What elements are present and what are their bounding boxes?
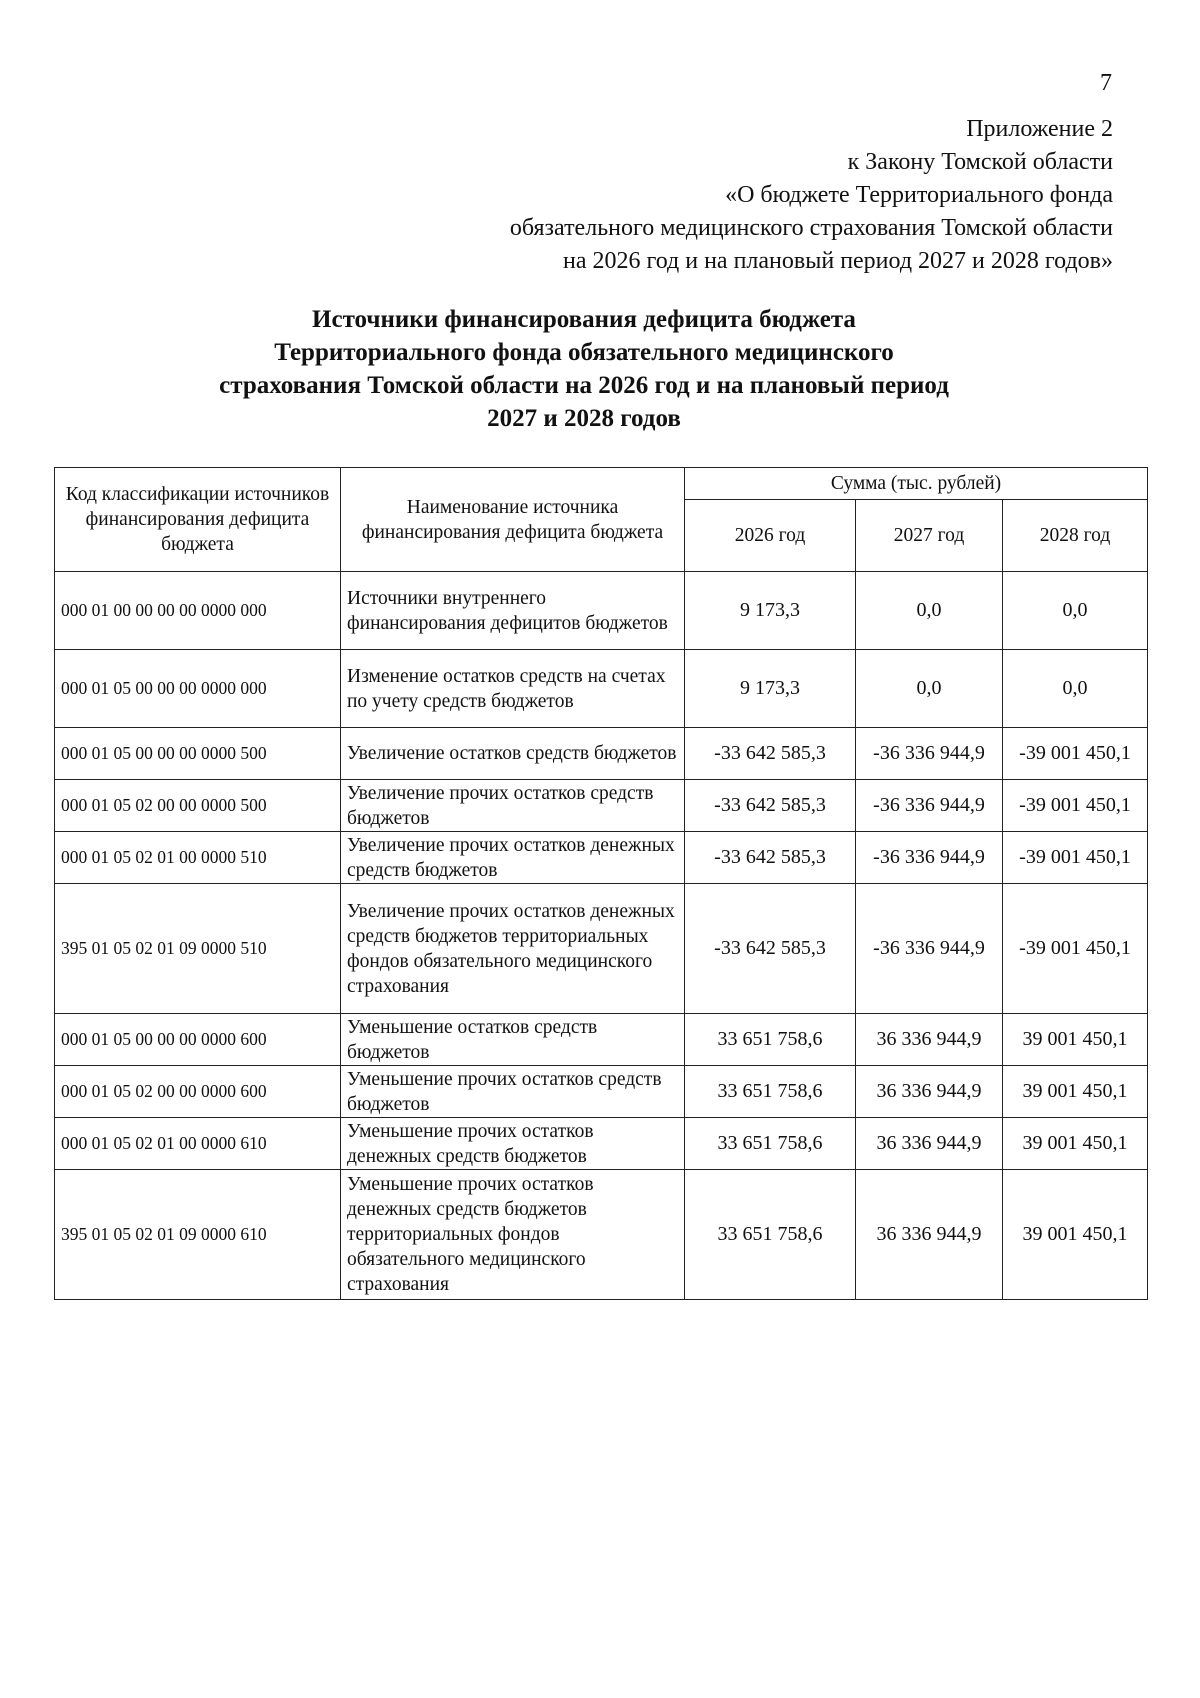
- table-row: [55, 1170, 1148, 1300]
- row-name: Уменьшение остатков средств бюджетов: [341, 1014, 685, 1066]
- table-row: [55, 1066, 1148, 1118]
- table-row: [55, 1014, 1148, 1066]
- row-value-2028: 39 001 450,1: [1003, 1118, 1148, 1170]
- appendix-line: к Закону Томской области: [847, 149, 1113, 175]
- row-name: Изменение остатков средств на счетах по учету средств бюджетов: [341, 650, 685, 728]
- row-code: 000 01 05 02 00 00 0000 500: [55, 780, 341, 832]
- row-code: 000 01 05 02 00 00 0000 600: [55, 1066, 341, 1118]
- row-code: 000 01 05 00 00 00 0000 500: [55, 728, 341, 780]
- row-name: Увеличение прочих остатков денежных средств бюджетов территориальных фондов обязательного медицинского страхования: [341, 884, 685, 1014]
- title-line: 2027 и 2028 годов: [487, 405, 681, 432]
- row-code: 000 01 05 02 01 00 0000 510: [55, 832, 341, 884]
- row-value-2026: -33 642 585,3: [685, 884, 856, 1014]
- row-code: 000 01 00 00 00 00 0000 000: [55, 572, 341, 650]
- header-year-2027: 2027 год: [856, 500, 1003, 572]
- table-row: [55, 572, 1148, 650]
- row-name: Уменьшение прочих остатков денежных средств бюджетов: [341, 1118, 685, 1170]
- row-value-2028: -39 001 450,1: [1003, 780, 1148, 832]
- row-value-2027: -36 336 944,9: [856, 884, 1003, 1014]
- row-code: 000 01 05 00 00 00 0000 600: [55, 1014, 341, 1066]
- title-line: страхования Томской области на 2026 год и на плановый период: [219, 372, 949, 399]
- row-value-2028: 0,0: [1003, 572, 1148, 650]
- row-value-2027: -36 336 944,9: [856, 832, 1003, 884]
- header-year-2026: 2026 год: [685, 500, 856, 572]
- row-value-2026: 9 173,3: [685, 650, 856, 728]
- appendix-line: обязательного медицинского страхования Томской области: [509, 215, 1113, 241]
- document-title: [54, 303, 1114, 435]
- header-name: Наименование источника финансирования дефицита бюджета: [341, 468, 685, 572]
- row-value-2026: -33 642 585,3: [685, 832, 856, 884]
- appendix-reference: [510, 113, 1113, 278]
- financing-sources-table: [54, 467, 1148, 1300]
- row-value-2026: 9 173,3: [685, 572, 856, 650]
- header-sum: Сумма (тыс. рублей): [685, 468, 1148, 500]
- table-row: [55, 728, 1148, 780]
- page-number: 7: [1100, 70, 1112, 96]
- row-name: Увеличение прочих остатков средств бюджетов: [341, 780, 685, 832]
- row-value-2027: 36 336 944,9: [856, 1066, 1003, 1118]
- row-value-2028: 0,0: [1003, 650, 1148, 728]
- row-name: Увеличение остатков средств бюджетов: [341, 728, 685, 780]
- row-name: Источники внутреннего финансирования дефицитов бюджетов: [341, 572, 685, 650]
- row-value-2027: 0,0: [856, 572, 1003, 650]
- table-row: [55, 1118, 1148, 1170]
- row-name: Уменьшение прочих остатков денежных средств бюджетов территориальных фондов обязательного медицинского страхования: [341, 1170, 685, 1300]
- appendix-line: «О бюджете Территориального фонда: [725, 182, 1113, 208]
- row-code: 395 01 05 02 01 09 0000 510: [55, 884, 341, 1014]
- table-row: [55, 780, 1148, 832]
- title-line: Источники финансирования дефицита бюджета: [312, 306, 856, 333]
- row-code: 395 01 05 02 01 09 0000 610: [55, 1170, 341, 1300]
- row-value-2028: -39 001 450,1: [1003, 832, 1148, 884]
- appendix-line: Приложение 2: [966, 116, 1113, 142]
- appendix-line: на 2026 год и на плановый период 2027 и 2028 годов»: [562, 248, 1113, 274]
- row-value-2026: -33 642 585,3: [685, 728, 856, 780]
- row-value-2028: -39 001 450,1: [1003, 884, 1148, 1014]
- row-value-2027: 36 336 944,9: [856, 1170, 1003, 1300]
- row-code: 000 01 05 00 00 00 0000 000: [55, 650, 341, 728]
- row-value-2028: 39 001 450,1: [1003, 1170, 1148, 1300]
- table-row: [55, 884, 1148, 1014]
- row-value-2026: 33 651 758,6: [685, 1014, 856, 1066]
- header-code: Код классификации источников финансирования дефицита бюджета: [55, 468, 341, 572]
- header-year-2028: 2028 год: [1003, 500, 1148, 572]
- row-value-2026: 33 651 758,6: [685, 1170, 856, 1300]
- row-name: Уменьшение прочих остатков средств бюджетов: [341, 1066, 685, 1118]
- row-value-2027: -36 336 944,9: [856, 780, 1003, 832]
- row-value-2028: 39 001 450,1: [1003, 1014, 1148, 1066]
- row-value-2027: -36 336 944,9: [856, 728, 1003, 780]
- row-value-2026: 33 651 758,6: [685, 1118, 856, 1170]
- title-line: Территориального фонда обязательного медицинского: [274, 339, 894, 366]
- row-value-2028: -39 001 450,1: [1003, 728, 1148, 780]
- row-code: 000 01 05 02 01 00 0000 610: [55, 1118, 341, 1170]
- row-value-2027: 36 336 944,9: [856, 1118, 1003, 1170]
- row-value-2027: 0,0: [856, 650, 1003, 728]
- table-row: [55, 650, 1148, 728]
- table-row: [55, 832, 1148, 884]
- row-value-2028: 39 001 450,1: [1003, 1066, 1148, 1118]
- row-value-2026: -33 642 585,3: [685, 780, 856, 832]
- row-value-2026: 33 651 758,6: [685, 1066, 856, 1118]
- row-value-2027: 36 336 944,9: [856, 1014, 1003, 1066]
- row-name: Увеличение прочих остатков денежных средств бюджетов: [341, 832, 685, 884]
